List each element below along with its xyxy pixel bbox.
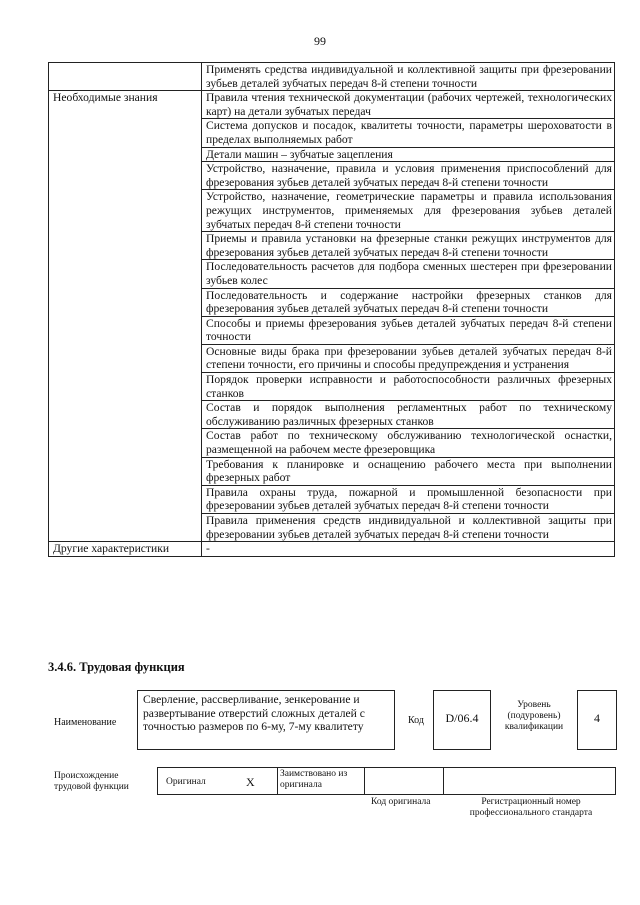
origin-label: Происхождение трудовой функции bbox=[54, 771, 129, 792]
row-label bbox=[49, 63, 202, 91]
row-label: Другие характеристики bbox=[49, 542, 202, 557]
row-item: Устройство, назначение, геометрические параметры и правила использования режущих инструментов, применяемых для фрезерования зубьев деталей зубчатых передач 8-й степени точности bbox=[202, 190, 615, 232]
table-row bbox=[49, 542, 615, 557]
name-value: Сверление, рассверливание, зенкерование и развертывание отверстий сложных деталей с точностью размеров по 6-му, 7-му квалитету bbox=[143, 693, 365, 733]
row-item: Состав работ по техническому обслуживанию технологической оснастки, размещенной на рабочем месте фрезеровщика bbox=[202, 429, 615, 457]
borrowed-label: Заимствовано из оригинала bbox=[280, 769, 348, 790]
row-item: Правила охраны труда, пожарной и промышленной безопасности при фрезеровании зубьев деталей зубчатых передач 8-й степени точности bbox=[202, 485, 615, 513]
section-heading: 3.4.6. Трудовая функция bbox=[48, 660, 185, 674]
row-item: Порядок проверки исправности и работоспособности различных фрезерных станков bbox=[202, 373, 615, 401]
row-item: Основные виды брака при фрезеровании зубьев деталей зубчатых передач 8-й степени точности, его причины и способы предупреждения и устранения bbox=[202, 344, 615, 372]
name-label: Наименование bbox=[54, 717, 117, 728]
row-item: - bbox=[202, 542, 615, 557]
origin-box bbox=[157, 767, 616, 795]
code-original-label: Код оригинала bbox=[371, 797, 431, 807]
row-item: Требования к планировке и оснащению рабочего места при выполнении фрезерных работ bbox=[202, 457, 615, 485]
code-label: Код bbox=[408, 715, 424, 726]
table-row bbox=[49, 91, 615, 119]
row-item: Устройство, назначение, правила и условия применения приспособлений для фрезерования зубьев деталей зубчатых передач 8-й степени точности bbox=[202, 162, 615, 190]
code-box bbox=[433, 690, 491, 750]
row-item: Правила чтения технической документации (рабочих чертежей, технологических карт) на детали зубчатых передач bbox=[202, 91, 615, 119]
row-item: Детали машин – зубчатые зацепления bbox=[202, 147, 615, 162]
page-number: 99 bbox=[314, 34, 326, 48]
row-item: Способы и приемы фрезерования зубьев деталей зубчатых передач 8-й степени точности bbox=[202, 316, 615, 344]
level-label: Уровень (подуровень) квалификации bbox=[504, 700, 564, 732]
row-item: Последовательность и содержание настройки фрезерных станков для фрезерования зубьев деталей зубчатых передач 8-й степени точности bbox=[202, 288, 615, 316]
row-item: Приемы и правила установки на фрезерные станки режущих инструментов для фрезерования зубьев деталей зубчатых передач 8-й степени точности bbox=[202, 232, 615, 260]
original-mark: X bbox=[246, 775, 255, 789]
knowledge-table bbox=[48, 62, 615, 557]
row-item: Состав и порядок выполнения регламентных работ по техническому обслуживанию различных фрезерных станков bbox=[202, 401, 615, 429]
level-box bbox=[577, 690, 617, 750]
row-item: Последовательность расчетов для подбора сменных шестерен при фрезеровании зубьев колес bbox=[202, 260, 615, 288]
reg-number-label: Регистрационный номер профессионального стандарта bbox=[469, 797, 593, 818]
name-box bbox=[137, 690, 395, 750]
row-label: Необходимые знания bbox=[49, 91, 202, 542]
original-label: Оригинал bbox=[166, 777, 206, 787]
row-item: Система допусков и посадок, квалитеты точности, параметры шероховатости в пределах выполняемых работ bbox=[202, 119, 615, 147]
row-item: Применять средства индивидуальной и коллективной защиты при фрезеровании зубьев деталей зубчатых передач 8-й степени точности bbox=[202, 63, 615, 91]
row-item: Правила применения средств индивидуальной и коллективной защиты при фрезеровании зубьев деталей зубчатых передач 8-й степени точности bbox=[202, 514, 615, 542]
level-value: 4 bbox=[594, 711, 600, 725]
table-row bbox=[49, 63, 615, 91]
code-value: D/06.4 bbox=[445, 711, 479, 725]
